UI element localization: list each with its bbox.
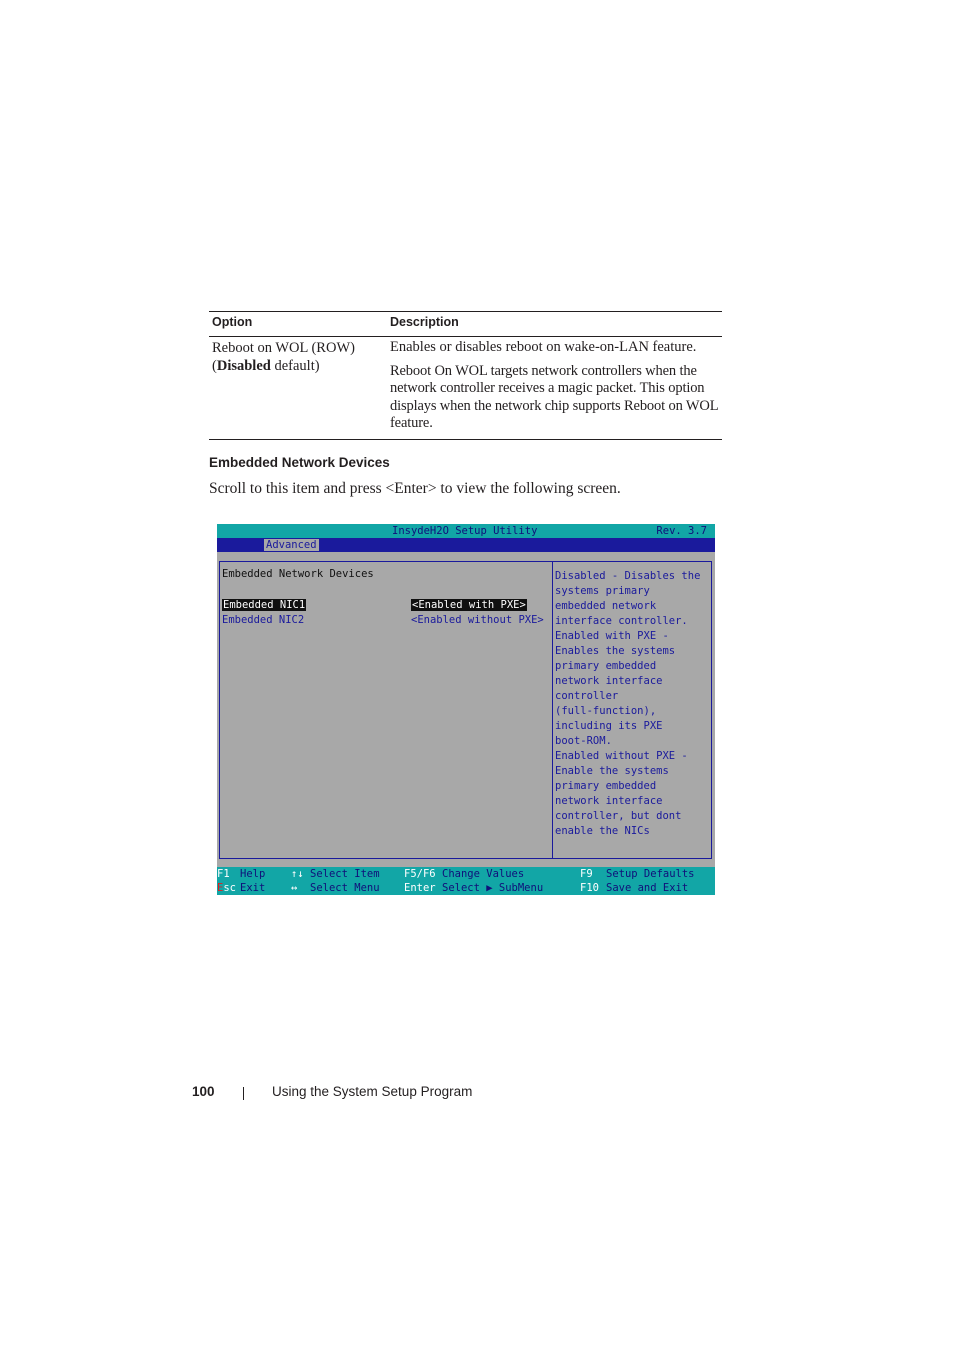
page-number: 100: [192, 1084, 215, 1099]
help-line: primary embedded: [555, 780, 657, 792]
description-paragraph-1: Enables or disables reboot on wake-on-LAN feature.: [390, 339, 697, 355]
esc-key-rest: sc: [223, 882, 236, 894]
select-item-desc: Select Item: [310, 868, 380, 880]
options-table: [209, 311, 722, 441]
exit-desc: Exit: [240, 882, 266, 894]
help-line: controller: [555, 690, 619, 702]
embedded-nic1-label: Embedded NIC1: [223, 599, 306, 611]
help-line: systems primary: [555, 585, 650, 597]
help-line: Enable the systems: [555, 765, 669, 777]
option-default-value: Disabled: [216, 358, 271, 374]
setup-defaults-desc: Setup Defaults: [606, 868, 695, 880]
bios-key-legend: [217, 867, 715, 895]
help-line: including its PXE: [555, 720, 663, 732]
table-row-description: [390, 339, 722, 439]
table-top-rule: [209, 311, 722, 312]
help-line: primary embedded: [555, 660, 657, 672]
help-line: Disabled - Disables the: [555, 570, 701, 582]
help-line: interface controller.: [555, 615, 688, 627]
table-header-rule: [209, 336, 722, 337]
help-line: Enables the systems: [555, 645, 676, 657]
bios-revision: Rev. 3.7: [656, 525, 707, 537]
change-values-desc: Change Values: [442, 868, 525, 880]
bios-panel-heading: Embedded Network Devices: [222, 568, 374, 580]
embedded-nic1-value[interactable]: [411, 599, 527, 612]
tab-advanced[interactable]: Advanced: [266, 539, 317, 551]
table-header-option: Option: [212, 315, 253, 329]
help-line: Enabled with PXE -: [555, 630, 669, 642]
f1-desc: Help: [240, 868, 266, 880]
bios-menu-bar: [217, 538, 715, 552]
help-line: Enabled without PXE -: [555, 750, 688, 762]
embedded-nic2-item[interactable]: [222, 614, 304, 627]
help-line: network interface: [555, 795, 663, 807]
help-line: enable the NICs: [555, 825, 650, 837]
f9-key: F9: [580, 868, 593, 880]
bios-help-panel: [553, 561, 712, 859]
help-line: embedded network: [555, 600, 657, 612]
help-line: boot-ROM.: [555, 735, 612, 747]
chapter-title: Using the System Setup Program: [272, 1084, 473, 1099]
embedded-nic1-value-text: <Enabled with PXE>: [412, 599, 526, 611]
description-paragraph-2: Reboot On WOL targets network controllers when the network controller receives a magic packet. This option displays when the network chip supports Reboot on WOL feature.: [390, 362, 718, 431]
select-menu-desc: Select Menu: [310, 882, 380, 894]
bios-title-bar: [217, 524, 715, 538]
f5f6-key: F5/F6: [404, 868, 436, 880]
help-line: controller, but dont: [555, 810, 682, 822]
embedded-nic1-item[interactable]: [222, 599, 306, 612]
enter-key: Enter: [404, 882, 436, 894]
intro-text: Scroll to this item and press <Enter> to view the following screen.: [209, 480, 621, 497]
esc-key: [217, 881, 236, 895]
esc-key-first: E: [217, 882, 224, 894]
bios-title: InsydeH2O Setup Utility: [392, 525, 538, 537]
table-header-description: Description: [390, 315, 459, 329]
option-name: Reboot on WOL (ROW): [212, 340, 355, 356]
save-exit-desc: Save and Exit: [606, 882, 689, 894]
embedded-nic2-value[interactable]: [411, 614, 544, 627]
table-bottom-rule: [209, 439, 722, 440]
option-paren: (: [212, 358, 217, 374]
table-row-option: [212, 339, 377, 375]
section-heading: Embedded Network Devices: [209, 455, 390, 470]
f10-key: F10: [580, 882, 599, 894]
embedded-nic2-label: Embedded NIC2: [222, 614, 305, 626]
help-line: (full-function),: [555, 705, 657, 717]
option-default-suffix: default): [270, 358, 320, 374]
select-submenu-desc: Select ▶ SubMenu: [442, 882, 544, 894]
bios-main-panel: [219, 561, 553, 859]
f1-key: F1: [217, 868, 230, 880]
arrows-leftright-icon: ↔: [291, 882, 298, 894]
embedded-nic2-value-text: <Enabled without PXE>: [411, 614, 544, 626]
bios-screenshot: [217, 524, 715, 895]
help-line: network interface: [555, 675, 663, 687]
arrows-updown-icon: ↑↓: [291, 868, 304, 880]
footer-separator: [243, 1087, 244, 1100]
